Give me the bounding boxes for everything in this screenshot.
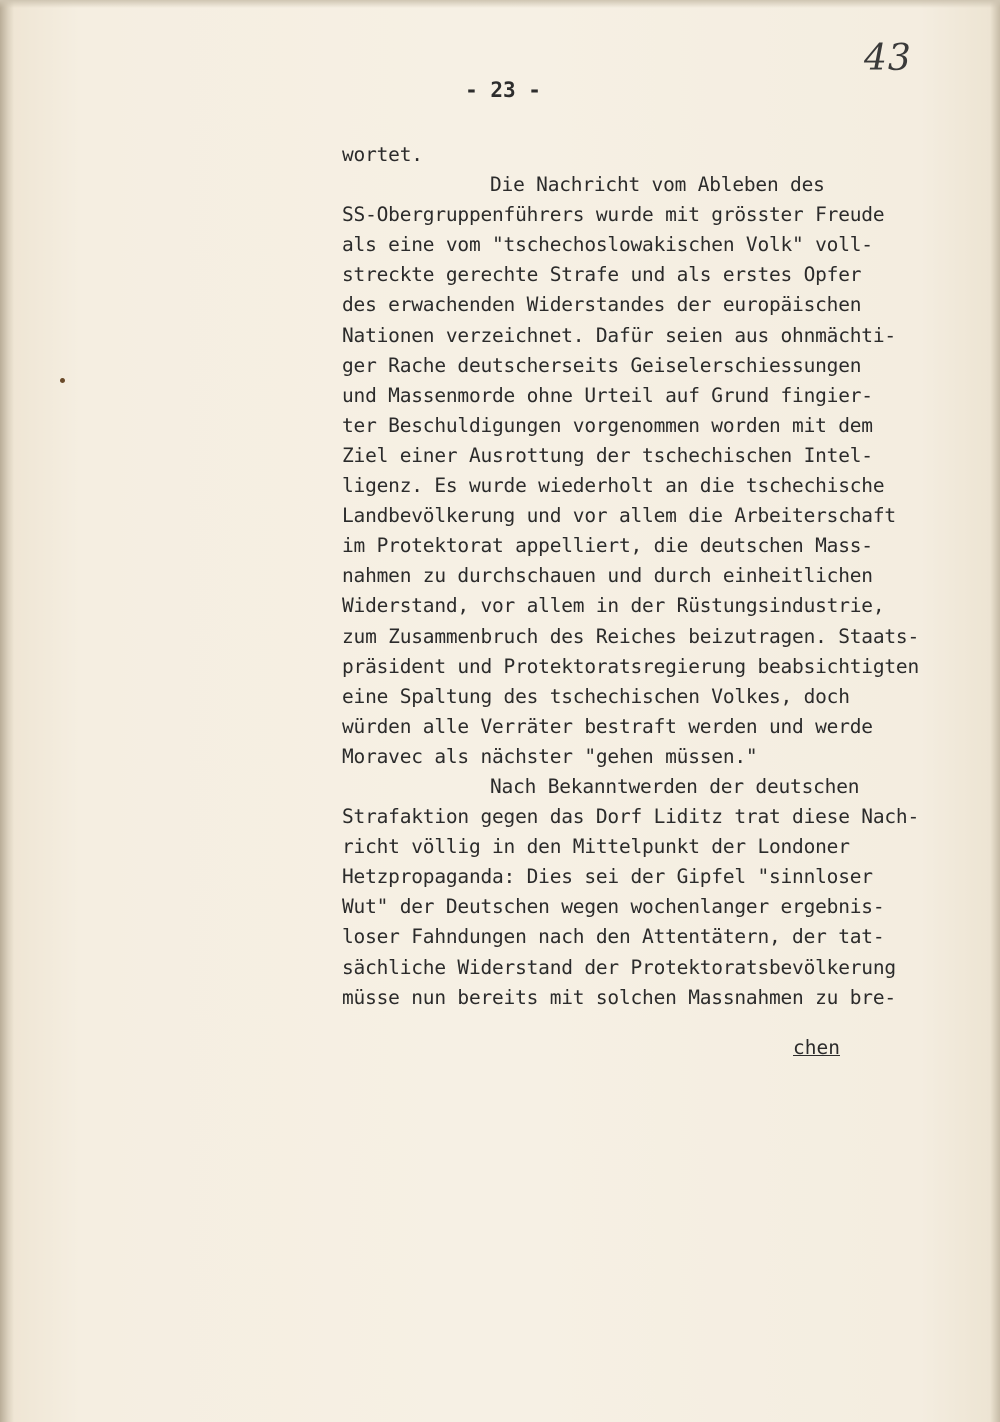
ink-spot <box>60 378 65 383</box>
page-number: - 23 - <box>465 78 541 102</box>
text-line: Nationen verzeichnet. Dafür seien aus ohnmächti- <box>342 323 896 347</box>
text-line: Nach Bekanntwerden der deutschen <box>490 774 860 798</box>
text-line: zum Zusammenbruch des Reiches beizutragen. Staats- <box>342 624 919 648</box>
text-line: ligenz. Es wurde wiederholt an die tschechische <box>342 474 885 498</box>
text-line: nahmen zu durchschauen und durch einheitlichen <box>342 564 873 588</box>
text-line: als eine vom "tschechoslowakischen Volk" voll- <box>342 233 873 257</box>
text-line: richt völlig in den Mittelpunkt der Londoner <box>342 835 850 859</box>
text-line: sächliche Widerstand der Protektoratsbevölkerung <box>342 955 896 979</box>
folio-number: 43 <box>864 38 912 79</box>
text-line: Widerstand, vor allem in der Rüstungsindustrie, <box>342 594 885 618</box>
text-line: Wut" der Deutschen wegen wochenlanger ergebnis- <box>342 895 885 919</box>
text-line: präsident und Protektoratsregierung beabsichtigten <box>342 654 919 678</box>
page-top-edge <box>0 0 1000 8</box>
text-line: und Massenmorde ohne Urteil auf Grund fingier- <box>342 383 873 407</box>
text-line: Moravec als nächster "gehen müssen." <box>342 744 758 768</box>
text-line: würden alle Verräter bestraft werden und werde <box>342 714 873 738</box>
text-line: streckte gerechte Strafe und als erstes Opfer <box>342 263 862 287</box>
text-line: wortet. <box>342 143 423 166</box>
catchword: chen <box>793 1036 840 1059</box>
text-line: des erwachenden Widerstandes der europäischen <box>342 293 862 317</box>
text-line: ter Beschuldigungen vorgenommen worden mit dem <box>342 413 873 437</box>
text-line: SS-Obergruppenführers wurde mit grösster Freude <box>342 203 885 227</box>
text-line: eine Spaltung des tschechischen Volkes, doch <box>342 684 850 708</box>
text-line: loser Fahndungen nach den Attentätern, der tat- <box>342 925 885 949</box>
text-line: Landbevölkerung und vor allem die Arbeiterschaft <box>342 504 896 528</box>
text-line: müsse nun bereits mit solchen Massnahmen zu bre- <box>342 985 896 1009</box>
text-line: Ziel einer Ausrottung der tschechischen Intel- <box>342 443 873 467</box>
text-line: Strafaktion gegen das Dorf Liditz trat diese Nach- <box>342 805 919 829</box>
body-text <box>342 140 982 1013</box>
text-line: im Protektorat appelliert, die deutschen Mass- <box>342 534 873 558</box>
page-right-edge <box>990 0 1000 1422</box>
text-line: Die Nachricht vom Ableben des <box>490 173 825 197</box>
text-line: ger Rache deutscherseits Geiselerschiessungen <box>342 353 862 377</box>
page-left-edge <box>0 0 14 1422</box>
text-line: Hetzpropaganda: Dies sei der Gipfel "sinnloser <box>342 865 873 889</box>
